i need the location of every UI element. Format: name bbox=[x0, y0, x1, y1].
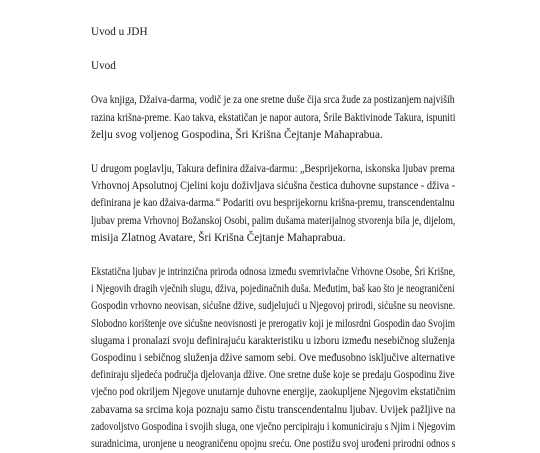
paragraph-line: definiraju sljedeća područja djelovanja džive. One sretne duše koje se predaju Gospodinu žive bbox=[91, 369, 455, 382]
paragraph-line: slugama i pronalazi svoju definirajuću karakteristiku u izboru između nesebičnog služenja bbox=[91, 334, 455, 347]
paragraph-line: misija Zlatnog Avatare, Šri Krišna Čejtanje Mahaprabua. bbox=[91, 231, 346, 244]
paragraph-line: suradnicima, uronjene u neograničenu opojnu sreću. One postižu svoj urođeni prirodni odnos s bbox=[91, 438, 456, 451]
document-heading: Uvod u JDH bbox=[91, 26, 148, 38]
paragraph-line: i Njegovih dragih vječnih slugu, dživa, pojedinačnih duša. Međutim, baš kao što je neograničeni bbox=[91, 283, 455, 296]
document-body bbox=[91, 24, 455, 453]
paragraph-line: Vrhovnoj Apsolutnoj Cjelini koju doživljava sićušna čestica duhovne supstance - dživa - bbox=[91, 180, 456, 193]
paragraph-line: vječno pod okriljem Njegove unutarnje duhovne energije, zaokupljene Njegovim ekstatičnim bbox=[91, 386, 456, 399]
spacer bbox=[91, 144, 455, 161]
spacer bbox=[91, 75, 455, 92]
paragraph-2 bbox=[91, 161, 455, 247]
paragraph-line: Ova knjiga, Džaiva-darma, vodič je za one sretne duše čija srca žude za postizanjem najviših bbox=[91, 94, 455, 107]
paragraph-3 bbox=[91, 264, 455, 453]
paragraph-1 bbox=[91, 92, 455, 144]
spacer bbox=[91, 41, 455, 58]
paragraph-line: želju svog voljenog Gospodina, Šri Krišna Čejtanje Mahaprabua. bbox=[91, 128, 383, 141]
paragraph-line: zadovoljstvo Gospodina i svojih sluga, one vječno percipiraju i komuniciraju s Njim i Njegovim bbox=[91, 420, 456, 433]
paragraph-line: razina krišna-preme. Kao takva, ekstatičan je napor autora, Šrile Baktivinode Takura, ispuniti bbox=[91, 111, 456, 124]
paragraph-line: U drugom poglavlju, Takura definira džaiva-darmu: „Besprijekorna, iskonska ljubav prema bbox=[91, 163, 455, 176]
spacer bbox=[91, 247, 455, 264]
paragraph-line: Ekstatična ljubav je intrinzična priroda odnosa između svemrivlačne Vrhovne Osobe, Šri Krišne, bbox=[91, 266, 456, 279]
paragraph-line: zabavama sa srcima koja poznaju samo čistu transcendentalnu ljubav. Uvijek pažljive na bbox=[91, 403, 456, 416]
paragraph-line: Gospodinu i sebičnog služenja džive samom sebi. Ove međusobno isključive alternative bbox=[91, 352, 455, 365]
section-heading: Uvod bbox=[91, 60, 116, 73]
paragraph-line: Gospodin vrhovno neovisan, sićušne džive, sudjelujući u Njegovoj prirodi, sićušne su neovisne. bbox=[91, 300, 456, 313]
paragraph-line: Slobodno korištenje ove sićušne neovisnosti je prerogativ koji je milosrdni Gospodin dao Svojim bbox=[91, 317, 456, 330]
paragraph-line: ljubav prema Vrhovnoj Božanskoj Osobi, palim dušama materijalnog stvorenja bila je, dijelom, bbox=[91, 214, 456, 227]
paragraph-line: definirana je kao džaiva-darma.“ Podariti ovu besprijekornu krišna-premu, transcendentalnu bbox=[91, 197, 455, 210]
